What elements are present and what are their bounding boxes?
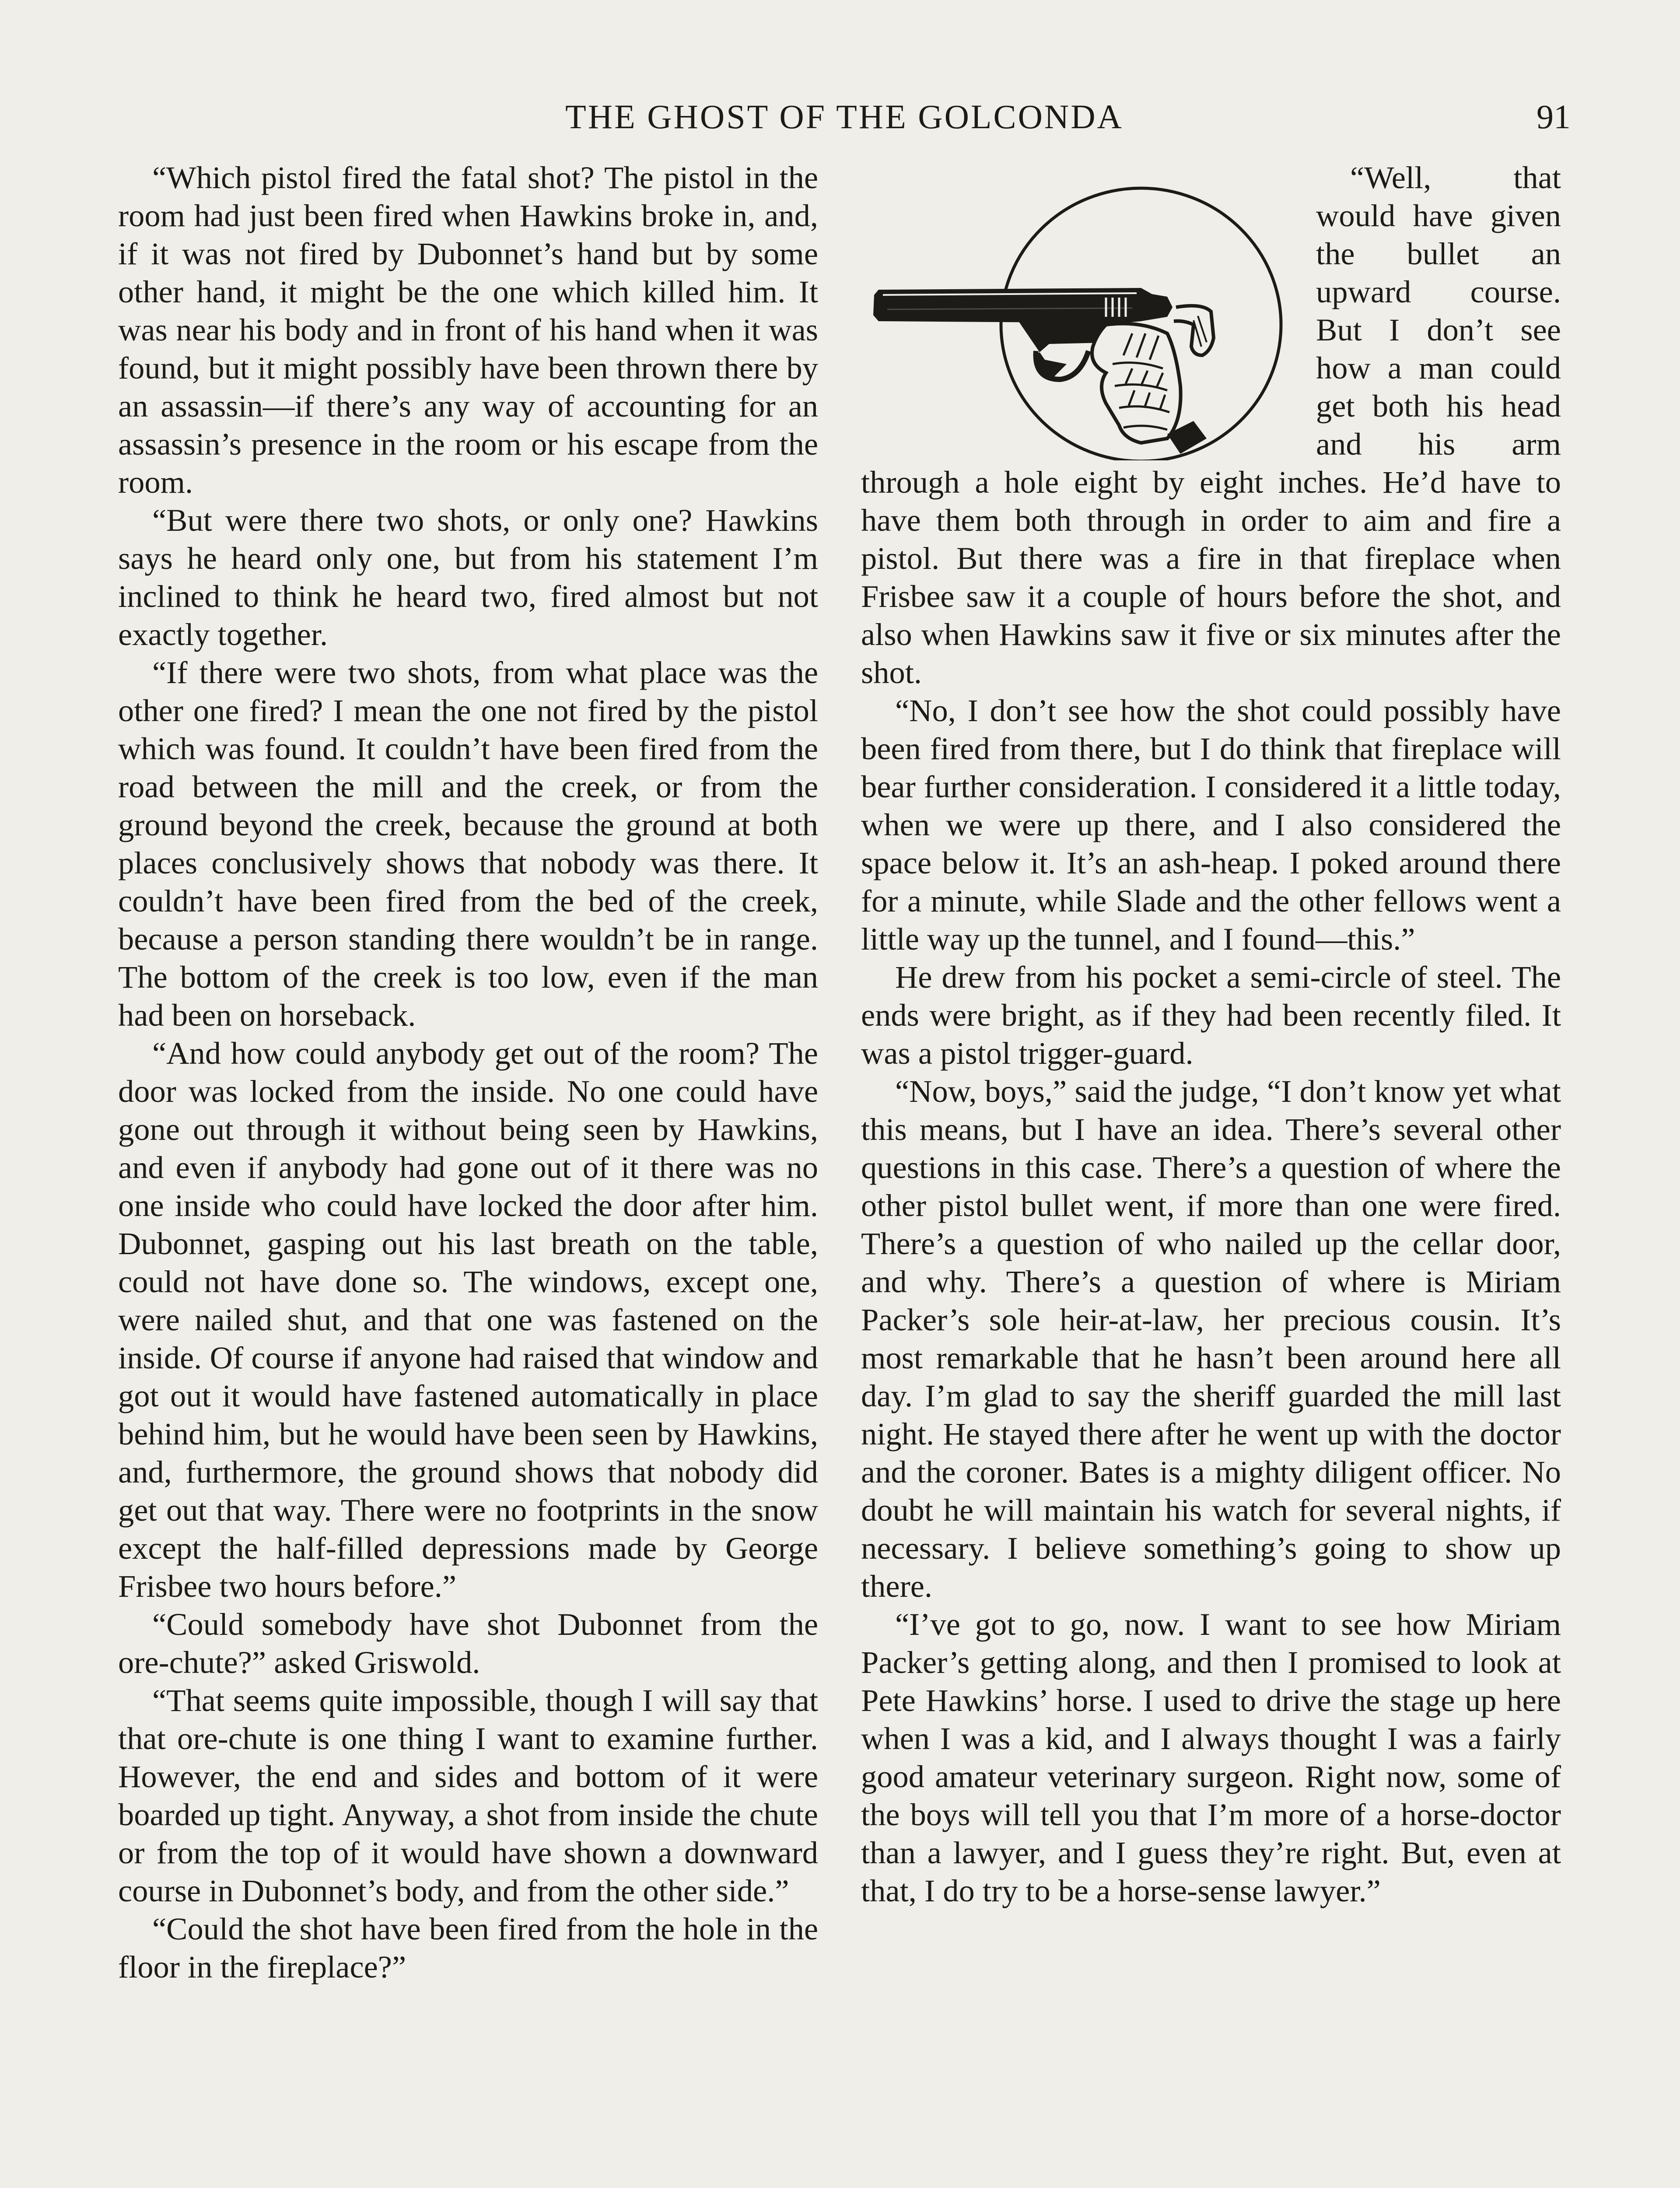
paragraph: “That seems quite impossible, though I will say that that ore-chute is one thing I want to examine further. However, the end and sides and bottom of it were boarded up tight. Anyway, a shot from inside the chute or from the top of it would have shown a downward course in Dubonnet’s body, and from the other side.”	[118, 1683, 818, 1908]
left-column	[118, 158, 818, 1986]
paragraph: “If there were two shots, from what place was the other one fired? I mean the one not fired by the pistol which was found. It couldn’t have been fired from the road between the mill and the creek, or from the ground beyond the creek, because the ground at both places conclusively shows that nobody was there. It couldn’t have been fired from the bed of the creek, because a person standing there wouldn’t be in range. The bottom of the creek is too low, even if the man had been on horseback.	[118, 655, 818, 1033]
paragraph: “And how could anybody get out of the room? The door was locked from the inside. No one could have gone out through it without being seen by Hawkins, and even if anybody had gone out of it there was no one inside who could have locked the door after him. Dubonnet, gasping out his last breath on the table, could not have done so. The windows, except one, were nailed shut, and that one was fastened on the inside. Of course if anyone had raised that window and got out it would have fastened automatically in place behind him, but he would have been seen by Hawkins, and, furthermore, the ground shows that nobody did get out that way. There were no footprints in the snow except the half-filled depressions made by George Frisbee two hours before.”	[118, 1035, 818, 1604]
pistol-in-hand-icon	[861, 158, 1304, 460]
paragraph: “No, I don’t see how the shot could possibly have been fired from there, but I do think that fireplace will bear further consideration. I considered it a little today, when we were up there, and I also considered the space below it. It’s an ash-heap. I poked around there for a minute, while Slade and the other fellows went a little way up the tunnel, and I found—this.”	[861, 693, 1561, 957]
page-header	[118, 97, 1571, 137]
paragraph: “Which pistol fired the fatal shot? The pistol in the room had just been fired when Hawkins broke in, and, if it was not fired by Dubonnet’s hand but by some other hand, it might be the one which killed him. It was near his body and in front of his hand when it was found, but it might possibly have been thrown there by an assassin—if there’s any way of accounting for an assassin’s presence in the room or his escape from the room.	[118, 160, 818, 500]
running-head: THE GHOST OF THE GOLCONDA	[565, 98, 1124, 136]
pistol-illustration	[861, 158, 1304, 460]
paragraph: “But were there two shots, or only one? Hawkins says he heard only one, but from his statement I’m inclined to think he heard two, fired almost but not exactly together.	[118, 502, 818, 652]
paragraph: “Now, boys,” said the judge, “I don’t know yet what this means, but I have an idea. There’s several other questions in this case. There’s a question of where the other pistol bullet went, if more than one were fired. There’s a question of who nailed up the cellar door, and why. There’s a question of where is Miriam Packer’s sole heir-at-law, her precious cousin. It’s most remarkable that he hasn’t been around here all day. I’m glad to say the sheriff guarded the mill last night. He stayed there after he went up with the doctor and the coroner. Bates is a mighty diligent officer. No doubt he will maintain his watch for several nights, if necessary. I believe something’s going to show up there.	[861, 1073, 1561, 1604]
paragraph: “Could the shot have been fired from the hole in the floor in the fireplace?”	[118, 1911, 818, 1985]
paragraph: He drew from his pocket a semi-circle of steel. The ends were bright, as if they had been recently filed. It was a pistol trigger-guard.	[861, 959, 1561, 1071]
paragraph: “I’ve got to go, now. I want to see how Miriam Packer’s getting along, and then I promised to look at Pete Hawkins’ horse. I used to drive the stage up here when I was a kid, and I always thought I was a fairly good amateur veterinary surgeon. Right now, some of the boys will tell you that I’m more of a horse-doctor than a lawyer, and I guess they’re right. But, even at that, I do try to be a horse-sense lawyer.”	[861, 1606, 1561, 1908]
page-number: 91	[1536, 98, 1571, 136]
right-column	[861, 158, 1561, 1910]
paragraph-text: “Well, that would have given the bullet an upward course. But I don’t see how a man could get both his head and his arm through a hole eight by eight inches. He’d have to have them both through in order to aim and fire a pistol. But there was a fire in that fireplace when Frisbee saw it a couple of hours before the shot, and also when Hawkins saw it five or six minutes after the shot.	[861, 160, 1561, 690]
paragraph: “Could somebody have shot Dubonnet from the ore-chute?” asked Griswold.	[118, 1606, 818, 1680]
paragraph-with-illustration	[861, 158, 1561, 691]
